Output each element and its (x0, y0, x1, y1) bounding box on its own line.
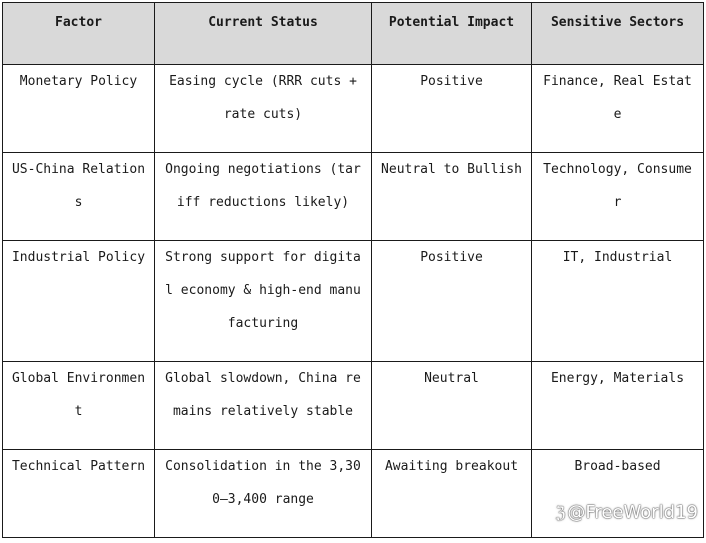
table-row (3, 153, 704, 241)
table-row (3, 362, 704, 450)
cell-potential-impact: Neutral to Bullish (372, 153, 532, 241)
cell-sensitive-sectors: Energy, Materials (532, 362, 704, 450)
cell-potential-impact: Awaiting breakout (372, 450, 532, 538)
cell-potential-impact: Positive (372, 65, 532, 153)
cell-current-status: Consolidation in the 3,300–3,400 range (155, 450, 372, 538)
cell-sensitive-sectors: Technology, Consumer (532, 153, 704, 241)
cell-factor: Global Environment (3, 362, 155, 450)
cell-factor: Monetary Policy (3, 65, 155, 153)
cell-potential-impact: Neutral (372, 362, 532, 450)
table-row (3, 65, 704, 153)
cell-sensitive-sectors: IT, Industrial (532, 241, 704, 362)
table-row (3, 450, 704, 538)
watermark (555, 502, 698, 523)
table-header-row (3, 3, 704, 65)
table-row (3, 241, 704, 362)
cell-current-status: Easing cycle (RRR cuts + rate cuts) (155, 65, 372, 153)
cell-factor: US-China Relations (3, 153, 155, 241)
cell-sensitive-sectors: Broad-based (532, 450, 704, 538)
cell-factor: Technical Pattern (3, 450, 155, 538)
cell-current-status: Ongoing negotiations (tariff reductions likely) (155, 153, 372, 241)
header-potential-impact: Potential Impact (372, 3, 532, 65)
cell-current-status: Strong support for digital economy & high-end manufacturing (155, 241, 372, 362)
header-sensitive-sectors: Sensitive Sectors (532, 3, 704, 65)
cell-factor: Industrial Policy (3, 241, 155, 362)
header-factor: Factor (3, 3, 155, 65)
cell-sensitive-sectors: Finance, Real Estate (532, 65, 704, 153)
cell-current-status: Global slowdown, China remains relatively stable (155, 362, 372, 450)
factors-table (2, 2, 704, 538)
header-current-status: Current Status (155, 3, 372, 65)
cell-potential-impact: Positive (372, 241, 532, 362)
zhihu-logo-icon: ℨ (555, 503, 566, 522)
watermark-text: @FreeWorld19 (567, 502, 698, 523)
